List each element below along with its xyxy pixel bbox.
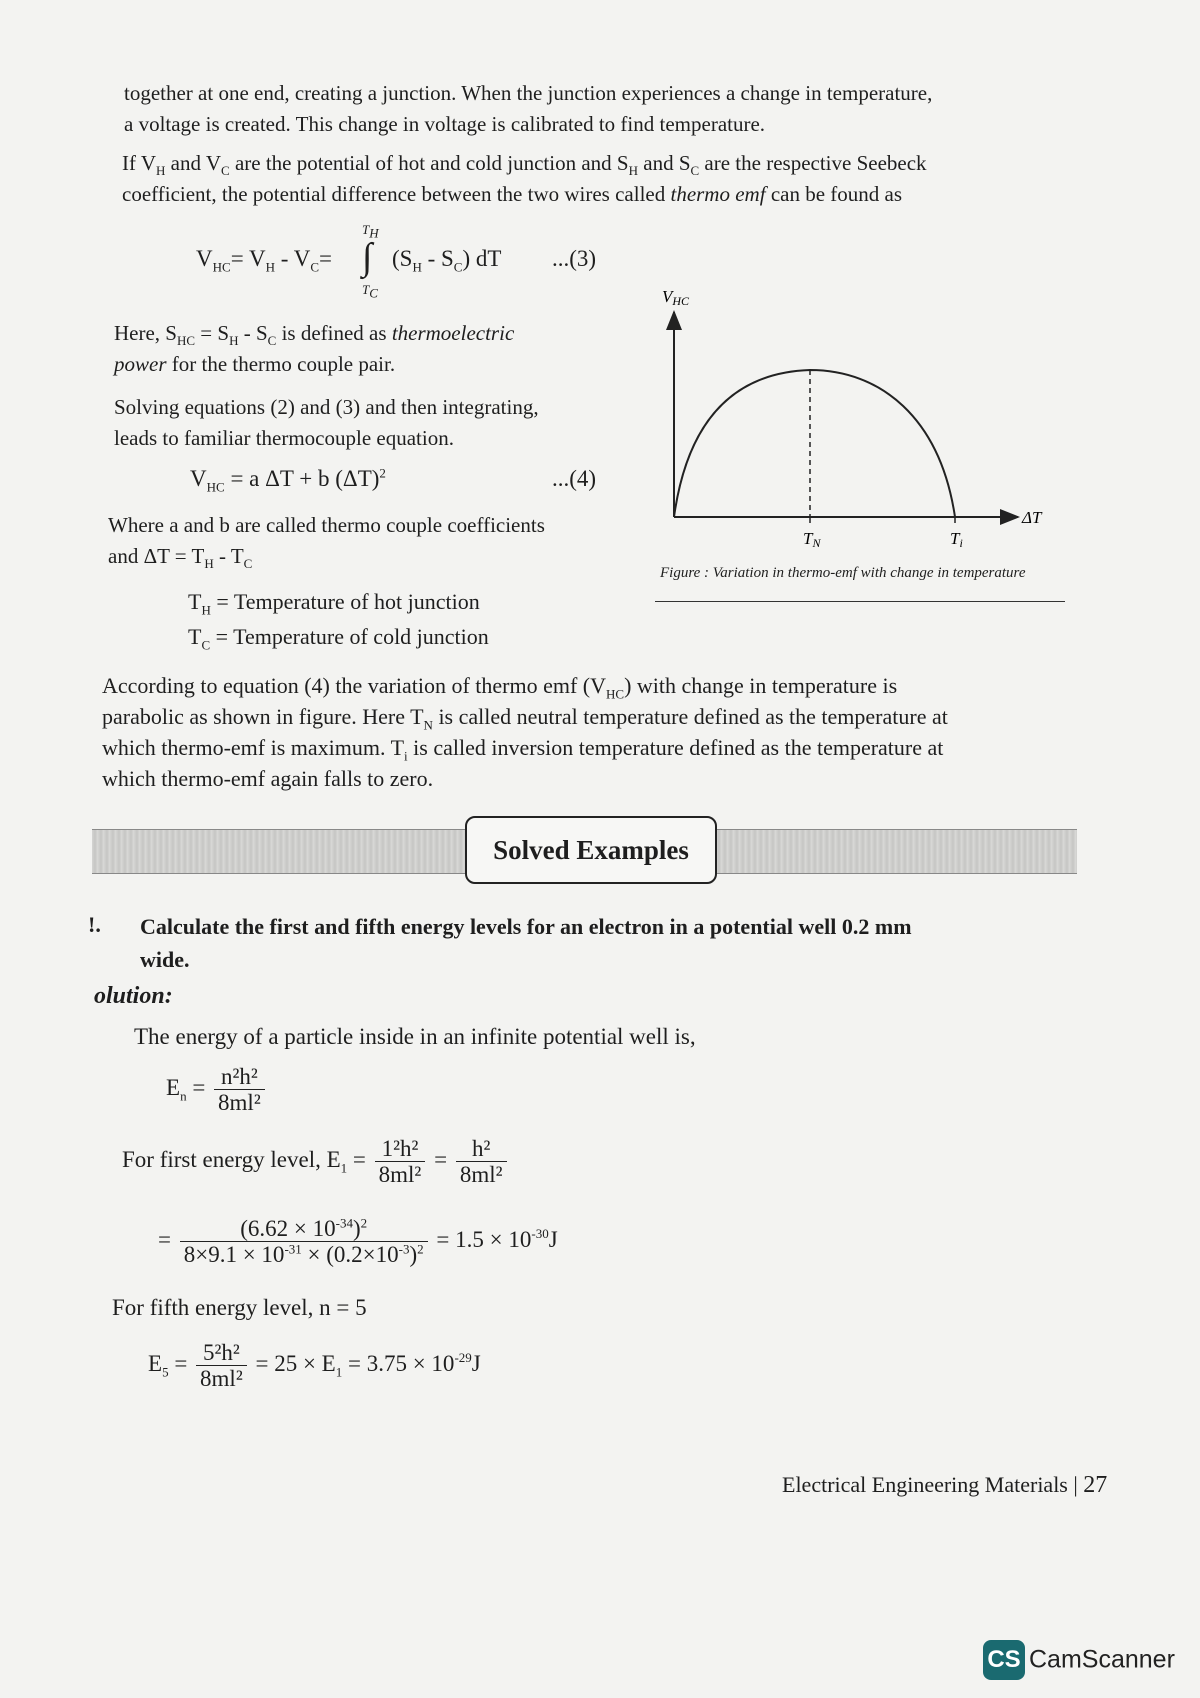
figure-caption: Figure : Variation in thermo-emf with change in temperature <box>660 565 1026 581</box>
solution-intro: The energy of a particle inside in an infinite potential well is, <box>134 1024 696 1049</box>
intro-line-2: a voltage is created. This change in voltage is calibrated to find temperature. <box>124 112 766 136</box>
fifth-energy-level: $E_5$ = $\frac{\text{5²h²}}{\text{8ml²}}$ = $25 \times E_1 = 3.75 \times 10^{-29}J$ <box>148 1340 481 1391</box>
def-hot-junction: $T_H$ = Temperature of hot junction <box>188 589 480 618</box>
camscanner-watermark <box>983 1640 1175 1680</box>
section-heading: Solved Examples <box>465 816 717 884</box>
camscanner-logo-icon: CS <box>983 1640 1025 1680</box>
x-axis-label: ΔT <box>1022 508 1042 527</box>
according-paragraph: According to equation (4) the variation of thermo emf $(V_{HC})$ with change in temperature is parabolic as shown in figure. Here $T_N$ is called neutral temperature defined as the temperature at which thermo-emf is maximum. $T_i$ is called inversion temperature defined as the temperature at which thermo-emf again falls to zero. <box>102 673 948 791</box>
definitions <box>188 584 489 654</box>
intro-paragraph <box>124 78 1084 140</box>
integral-upper-limit: $T_H$ <box>362 222 379 241</box>
integral-sign: ∫ <box>362 236 373 278</box>
def-cold-junction: $T_C$ = Temperature of cold junction <box>188 624 489 653</box>
footer-separator: | <box>1073 1472 1078 1497</box>
integral-lower-limit: $T_C$ <box>362 282 378 301</box>
first-energy-level: For first energy level, $E_1$ = $\frac{\text{1²h²}}{\text{8ml²}}$ = $\frac{\text{h²}}{\text{8ml²}}$ <box>122 1136 510 1187</box>
seebeck-line-1: If $V_H$ and $V_C$ are the potential of hot and cold junction and $S_H$ and $S_C$ are the respective Seebeck <box>122 151 927 179</box>
equation-3: $V_{HC}= V_H - V_C=$ <box>196 246 333 275</box>
tn-label: TN <box>803 529 821 550</box>
fifth-energy-level-text: For fifth energy level, n = 5 <box>112 1295 367 1320</box>
camscanner-name: CamScanner <box>1029 1645 1175 1674</box>
solving-paragraph: Solving equations (2) and (3) and then integrating, leads to familiar thermocouple equation. <box>114 395 539 450</box>
intro-line-1: together at one end, creating a junction. When the junction experiences a change in temperature, <box>124 81 933 105</box>
book-title: Electrical Engineering Materials <box>782 1472 1068 1497</box>
solution-label: olution: <box>94 983 173 1009</box>
parabolic-curve <box>674 370 955 517</box>
equation-4-number: ...(4) <box>552 466 597 491</box>
here-paragraph: Here, $S_{HC} = S_H - S_C$ is defined as thermoelectric power for the thermo couple pair. <box>114 321 515 376</box>
page-footer <box>782 1472 1107 1499</box>
seebeck-paragraph <box>122 148 1082 210</box>
y-axis-label: VHC <box>662 287 690 308</box>
thermo-emf-graph <box>650 282 1070 612</box>
equation-4: $V_{HC} = a$ ΔT + b $(\Delta T)^2$ <box>190 465 386 495</box>
caption-rule <box>655 601 1065 602</box>
thermo-emf-figure <box>650 282 1070 612</box>
question-number: !. <box>88 912 101 937</box>
energy-formula: $E_n$ = $\frac{\text{n²h²}}{\text{8ml²}}$ <box>166 1064 268 1115</box>
question-text: Calculate the first and fifth energy levels for an electron in a potential well 0.2 mm wide. <box>140 914 912 972</box>
equation-3-number: ...(3) <box>552 246 597 271</box>
page-number: 27 <box>1083 1472 1108 1498</box>
seebeck-line-2: coefficient, the potential difference between the two wires called thermo emf can be found as <box>122 182 903 206</box>
integrand: $(S_H - S_C)$ dT <box>392 246 502 275</box>
first-energy-calculation: = $\frac{(6.62 \times 10^{-34})^2}{8\times 9.1 \times 10^{-31} \times (0.2\times 10^{-3})^2}$ = $1.5 \times 10^{-30}J$ <box>158 1215 558 1267</box>
where-paragraph: Where a and b are called thermo couple coefficients and $\Delta T = T_H - T_C$ <box>108 513 545 572</box>
ti-label: Ti <box>950 529 963 550</box>
